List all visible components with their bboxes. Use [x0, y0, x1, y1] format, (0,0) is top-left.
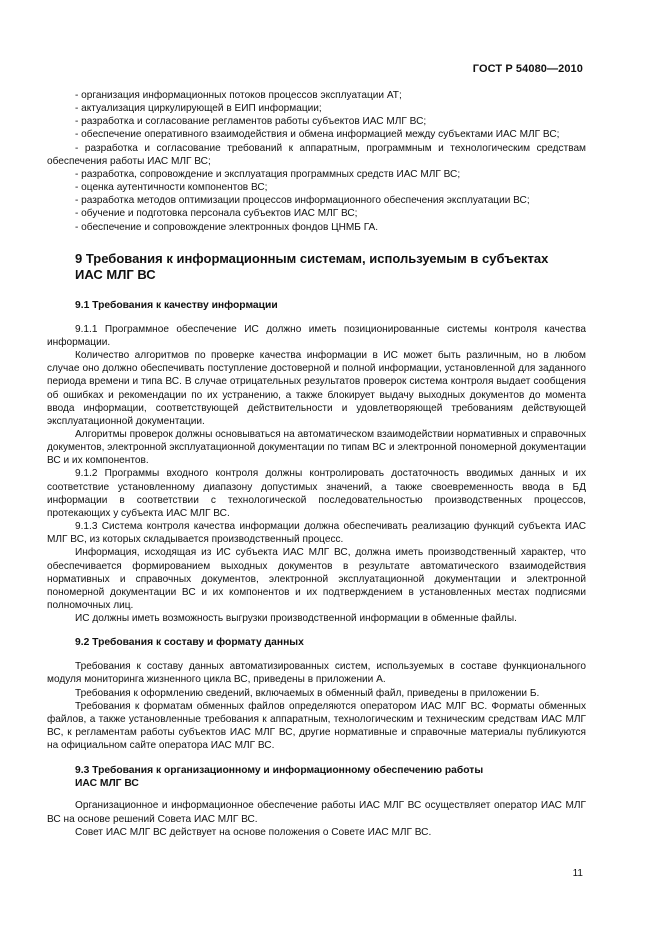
document-id-header: ГОСТ Р 54080—2010	[472, 63, 583, 75]
page-content	[47, 89, 586, 839]
section-9-3-heading	[47, 764, 586, 790]
paragraph: Совет ИАС МЛГ ВС действует на основе положения о Совете ИАС МЛГ ВС.	[75, 826, 432, 838]
list-item: - разработка и согласование требований к аппаратным, программным и технологическим средствам обеспечения работы ИАС МЛГ ВС;	[47, 142, 586, 167]
paragraph: 9.1.1 Программное обеспечение ИС должно иметь позиционированные системы контроля качества информации.	[47, 323, 586, 348]
paragraph: Организационное и информационное обеспечение работы ИАС МЛГ ВС осуществляет оператор ИАС МЛГ ВС на основе решений Совета ИАС МЛГ ВС.	[47, 800, 586, 825]
section-9-heading	[47, 251, 586, 284]
list-item: - разработка, сопровождение и эксплуатация программных средств ИАС МЛГ ВС;	[75, 168, 461, 180]
paragraph: Количество алгоритмов по проверке качества информации в ИС может быть различным, но в любом случае оно должно обеспечивать поступление достоверной и полной информации, установленной для заданного периода времени и типа ВС. В случае отрицательных результатов проверок система контроля выдает сообщения об ошибках и рекомендации по их устранению, а также блокирует выдачу выходных документов до момента ввода информации, соответствующей действительности и удовлетворяющей требованиям действующей эксплуатационной документации.	[47, 350, 586, 427]
list-item: - актуализация циркулирующей в ЕИП информации;	[75, 103, 322, 115]
section-9-title-line1: 9 Требования к информационным системам, используемым в субъектах	[75, 250, 549, 266]
paragraph: Требования к форматам обменных файлов определяются оператором ИАС МЛГ ВС. Форматы обменных файлов, а также установленные требования к аппаратным, технологическим и техническим средствам ИАС МЛГ ВС, к регламентам работы субъектов ИАС МЛГ ВС, другие нормативные и справочные материалы публикуются на официальном сайте оператора ИАС МЛГ ВС.	[47, 700, 586, 752]
paragraph: Алгоритмы проверок должны основываться на автоматическом взаимодействии нормативных и справочных документов, электронной эксплуатационной документации по типам ВС и электронной пономерной документации ВС и их компонентов.	[47, 428, 586, 467]
list-item: - обеспечение и сопровождение электронных фондов ЦНМБ ГА.	[75, 221, 379, 233]
intro-bullet-list	[47, 89, 586, 234]
section-9-1-heading: 9.1 Требования к качеству информации	[75, 299, 278, 311]
paragraph: ИС должны иметь возможность выгрузки производственной информации в обменные файлы.	[75, 613, 517, 625]
section-9-3-title-line2: ИАС МЛГ ВС	[75, 778, 139, 790]
paragraph: 9.1.3 Система контроля качества информации должна обеспечивать реализацию функций субъекта ИАС МЛГ ВС, из которых складывается производственный процесс.	[47, 521, 586, 546]
list-item: - организация информационных потоков процессов эксплуатации АТ;	[75, 90, 402, 101]
paragraph: Информация, исходящая из ИС субъекта ИАС МЛГ ВС, должна иметь производственный характер, что обеспечивается формированием выходных документов в результате автоматического взаимодействия нормативных и справочных документов, электронной эксплуатационной документации и электронной пономерной документации ВС и их компонентов и их подтверждением в установленных местах подписями полномочных лиц.	[47, 547, 586, 611]
section-9-3-title-line1: 9.3 Требования к организационному и информационному обеспечению работы	[75, 765, 484, 777]
list-item: - обучение и подготовка персонала субъектов ИАС МЛГ ВС;	[75, 208, 358, 220]
list-item: - разработка методов оптимизации процессов информационного обеспечения эксплуатации ВС;	[75, 195, 530, 207]
list-item: - оценка аутентичности компонентов ВС;	[75, 182, 268, 194]
paragraph: Требования к оформлению сведений, включаемых в обменный файл, приведены в приложении Б.	[75, 687, 540, 699]
list-item: - обеспечение оперативного взаимодействия и обмена информацией между субъектами ИАС МЛГ ВС;	[75, 129, 560, 141]
paragraph: 9.1.2 Программы входного контроля должны контролировать достаточность вводимых данных и их соответствие установленному диапазону допустимых значений, а также своевременность ввода в БД информации в соответствии с технологической последовательностью производственных процессов, протекающих у субъекта ИАС МЛГ ВС.	[47, 468, 586, 519]
paragraph: Требования к составу данных автоматизированных систем, используемых в составе функционального модуля мониторинга жизненного цикла ВС, приведены в приложении А.	[47, 661, 586, 686]
section-9-title-line2: ИАС МЛГ ВС	[75, 267, 156, 283]
section-9-2-heading: 9.2 Требования к составу и формату данных	[75, 637, 304, 649]
page-number: 11	[572, 868, 583, 879]
list-item: - разработка и согласование регламентов работы субъектов ИАС МЛГ ВС;	[75, 116, 427, 128]
